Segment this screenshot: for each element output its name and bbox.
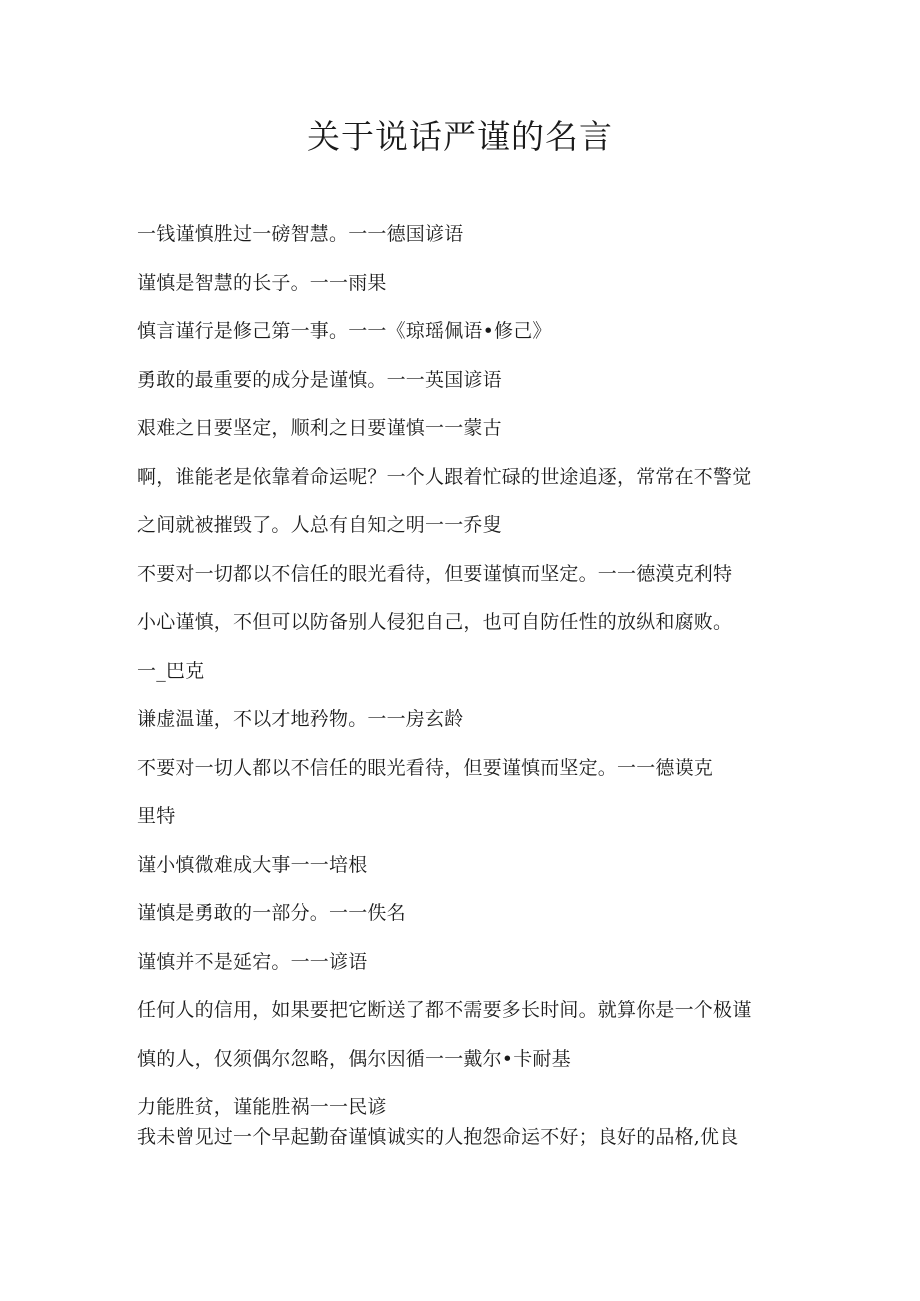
- quote-line: 谨慎并不是延宕。一一谚语: [137, 950, 368, 973]
- quote-line: 谨慎是智慧的长子。一一雨果: [137, 271, 387, 294]
- document-body: [137, 210, 797, 1162]
- quote-line: 谦虚温谨，不以才地矜物。一一房玄龄: [137, 708, 464, 730]
- quote-line: 一钱谨慎胜过一磅智慧。一一德国谚语: [137, 223, 464, 245]
- quote-line: 力能胜贫，谨能胜祸一一民谚: [137, 1096, 387, 1118]
- quote-line: 啊，谁能老是依靠着命运呢？一个人跟着忙碌的世途追逐，常常在不警觉: [137, 465, 752, 488]
- quote-line: 任何人的信用，如果要把它断送了都不需要多长时间。就算你是一个极谨: [137, 999, 752, 1021]
- quote-line: 谨慎是勇敢的一部分。一一佚名: [137, 902, 406, 924]
- quote-line: 不要对一切人都以不信任的眼光看待，但要谨慎而坚定。一一德谟克: [137, 756, 714, 779]
- quote-line: 勇敢的最重要的成分是谨慎。一一英国谚语: [137, 368, 502, 391]
- document-title: 关于说话严谨的名言: [307, 117, 613, 156]
- quote-line: 不要对一切都以不信任的眼光看待，但要谨慎而坚定。一一德漠克利特: [137, 562, 733, 585]
- quote-line: 艰难之日要坚定，顺利之日要谨慎一一蒙古: [137, 417, 502, 439]
- quote-line: 我未曾见过一个早起勤奋谨慎诚实的人抱怨命运不好；良好的品格,优良: [137, 1126, 739, 1148]
- quote-line: 慎的人，仅须偶尔忽略，偶尔因循一一戴尔•卡耐基: [137, 1047, 571, 1070]
- quote-line: 之间就被摧毁了。人总有自知之明一一乔叟: [137, 514, 502, 536]
- quote-line: 小心谨慎，不但可以防备别人侵犯自己，也可自防任性的放纵和腐败。: [137, 611, 733, 633]
- quote-line: 一_巴克: [137, 659, 205, 682]
- quote-line: 谨小慎微难成大事一一培根: [137, 853, 368, 876]
- quote-line: 慎言谨行是修己第一事。一一《琼瑶佩语•修己》: [137, 320, 552, 342]
- quote-line: 里特: [137, 805, 176, 827]
